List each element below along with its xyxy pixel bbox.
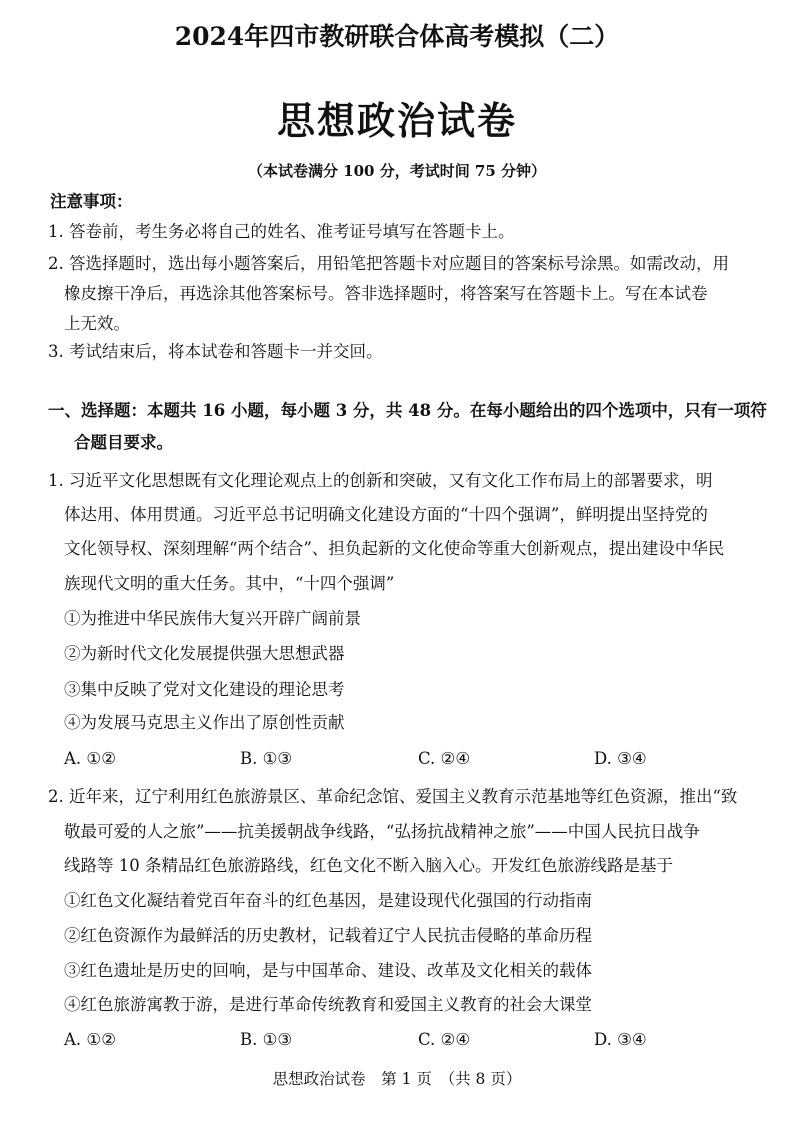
question-2-stem: 2. 近年来，辽宁利用红色旅游景区、革命纪念馆、爱国主义教育示范基地等红色资源，推出“致	[48, 787, 738, 806]
section-heading: 一、选择题：本题共 16 小题，每小题 3 分，共 48 分。在每小题给出的四个选项中，只有一项符	[48, 401, 767, 420]
question-1-item: ①为推进中华民族伟大复兴开辟广阔前景	[64, 609, 361, 628]
notice-line: 2. 答选择题时，选出每小题答案后，用铅笔把答题卡对应题目的答案标号涂黑。如需改动，用	[48, 254, 729, 273]
notice-line: 上无效。	[64, 314, 130, 333]
notice-heading: 注意事项：	[50, 192, 133, 211]
question-2-option-d: D. ③④	[594, 1030, 647, 1049]
subject-title: 思想政治试卷	[276, 98, 517, 143]
notice-line: 橡皮擦干净后，再选涂其他答案标号。答非选择题时，将答案写在答题卡上。写在本试卷	[64, 284, 708, 303]
question-2-option-b: B. ①③	[240, 1030, 293, 1049]
question-2-item: ④红色旅游寓教于游，是进行革命传统教育和爱国主义教育的社会大课堂	[64, 995, 592, 1014]
question-2-stem: 线路等 10 条精品红色旅游路线，红色文化不断入脑入心。开发红色旅游线路是基于	[64, 856, 673, 875]
question-1-stem: 族现代文明的重大任务。其中，“十四个强调”	[64, 574, 395, 593]
notice-line: 3. 考试结束后，将本试卷和答题卡一并交回。	[48, 342, 383, 361]
question-1-option-b: B. ①③	[240, 749, 293, 768]
question-2-option-a: A. ①②	[64, 1030, 116, 1049]
question-1-option-d: D. ③④	[594, 749, 647, 768]
question-1-item: ②为新时代文化发展提供强大思想武器	[64, 644, 345, 663]
exam-subtitle: （本试卷满分 100 分，考试时间 75 分钟）	[247, 162, 547, 180]
question-2-item: ③红色遗址是历史的回响，是与中国革命、建设、改革及文化相关的载体	[64, 961, 592, 980]
page-footer: 思想政治试卷 第 1 页 （共 8 页）	[272, 1070, 522, 1088]
section-heading-cont: 合题目要求。	[74, 433, 173, 452]
question-2-item: ①红色文化凝结着党百年奋斗的红色基因，是建设现代化强国的行动指南	[64, 891, 592, 910]
question-1-stem: 体达用、体用贯通。习近平总书记明确文化建设方面的“十四个强调”，鲜明提出坚持党的	[64, 505, 708, 524]
question-2-stem: 敬最可爱的人之旅”——抗美援朝战争线路，“弘扬抗战精神之旅”——中国人民抗日战争	[64, 822, 700, 841]
question-1-stem: 1. 习近平文化思想既有文化理论观点上的创新和突破，又有文化工作布局上的部署要求，明	[48, 471, 713, 490]
question-1-option-c: C. ②④	[418, 749, 471, 768]
question-2-item: ②红色资源作为最鲜活的历史教材，记载着辽宁人民抗击侵略的革命历程	[64, 926, 592, 945]
question-1-item: ③集中反映了党对文化建设的理论思考	[64, 680, 345, 699]
question-1-stem: 文化领导权、深刻理解“两个结合”、担负起新的文化使命等重大创新观点，提出建设中华民	[64, 539, 725, 558]
question-1-item: ④为发展马克思主义作出了原创性贡献	[64, 713, 345, 732]
question-2-option-c: C. ②④	[418, 1030, 471, 1049]
question-1-option-a: A. ①②	[64, 749, 116, 768]
exam-title: 2024年四市教研联合体高考模拟（二）	[174, 22, 620, 51]
notice-line: 1. 答卷前，考生务必将自己的姓名、准考证号填写在答题卡上。	[48, 222, 515, 241]
